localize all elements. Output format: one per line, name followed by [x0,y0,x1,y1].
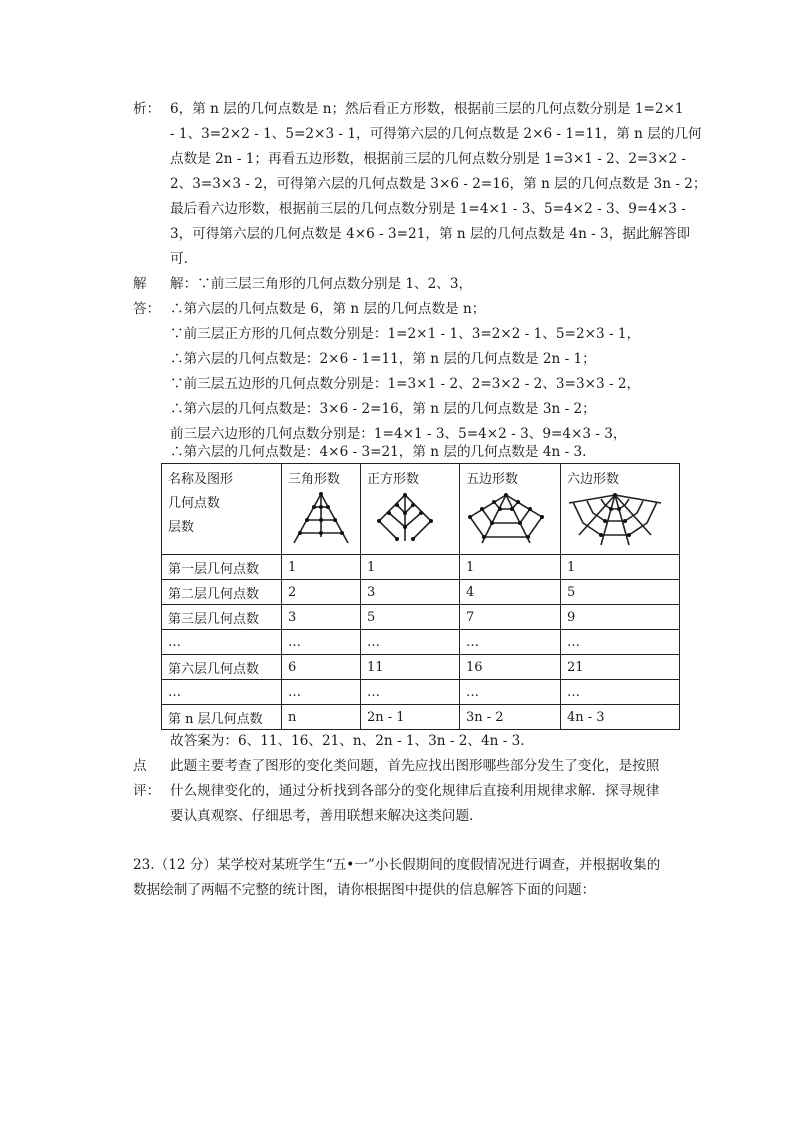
row-label-cell: 第三层几何点数 [162,605,282,630]
header-hexagon-cell [561,464,680,555]
table-cell: … [282,630,361,655]
answer-line: 故答案为：6、11、16、21、n、2n - 1、3n - 2、4n - 3. [170,733,525,749]
table-row [162,705,680,730]
analysis-line-4: 2、3=3×3 - 2，可得第六层的几何点数是 3×6 - 2=16，第 n 层的几何点数是 3n - 2； [170,176,707,192]
table-cell: 5 [361,605,460,630]
question-23-line-2: 数据绘制了两幅不完整的统计图，请你根据图中提供的信息解答下面的问题： [133,882,596,898]
table-cell: … [282,680,361,705]
analysis-tag: 析： [133,101,161,117]
table-row [162,605,680,630]
comment-line-2: 什么规律变化的，通过分析找到各部分的变化规律后直接利用规律求解．探寻规律 [170,783,660,799]
hexagon-column-title: 六边形数 [567,472,620,487]
analysis-line-6: 3，可得第六层的几何点数是 4×6 - 3=21，第 n 层的几何点数是 4n - 3，据此解答即 [170,226,691,242]
row-label-cell: 第二层几何点数 [162,580,282,605]
square-figure [367,491,443,547]
pentagon-column-title: 五边形数 [466,472,519,487]
triangle-figure [288,491,354,547]
solution-tag-top: 解 [133,276,147,292]
pentagon-figure [466,491,546,547]
solution-line-1: 解：∵前三层三角形的几何点数分别是 1、2、3， [170,276,473,292]
table-cell: … [460,630,561,655]
table-cell: 11 [361,655,460,680]
analysis-line-3: 点数是 2n - 1；再看五边形数，根据前三层的几何点数分别是 1=3×1 - 2、2=3×2 - [170,151,687,167]
comment-tag-bottom: 评： [133,783,161,799]
table-cell: 16 [460,655,561,680]
table-cell: 1 [361,555,460,580]
header-layer-label: 层数 [168,520,195,535]
table-cell: 4 [460,580,561,605]
header-name-label: 名称及图形 [168,472,234,487]
comment-line-3: 要认真观察、仔细思考，善用联想来解决这类问题. [170,808,474,824]
solution-line-3: ∵前三层正方形的几何点数分别是：1=2×1 - 1、3=2×2 - 1、5=2×3 - 1， [170,326,641,342]
header-left-cell [162,464,282,555]
pattern-table [161,463,680,730]
solution-line-4: ∴第六层的几何点数是：2×6 - 1=11，第 n 层的几何点数是 2n - 1； [170,351,596,367]
row-label-cell: 第六层几何点数 [162,655,282,680]
table-cell: 4n - 3 [561,705,680,730]
header-square-cell [361,464,460,555]
header-triangle-cell [282,464,361,555]
table-cell: 21 [561,655,680,680]
row-label-cell: … [162,630,282,655]
analysis-line-5: 最后看六边形数，根据前三层的几何点数分别是 1=4×1 - 3、5=4×2 - 3、9=4×3 - [170,201,686,217]
solution-line-8: ∴第六层的几何点数是：4×6 - 3=21，第 n 层的几何点数是 4n - 3. [170,444,587,460]
table-row [162,580,680,605]
solution-line-2: ∴第六层的几何点数是 6，第 n 层的几何点数是 n； [170,301,486,317]
analysis-line-2: - 1、3=2×2 - 1、5=2×3 - 1，可得第六层的几何点数是 2×6 - 1=11，第 n 层的几何 [170,126,702,142]
table-cell: … [561,630,680,655]
table-row [162,680,680,705]
table-cell: … [361,630,460,655]
table-cell: 5 [561,580,680,605]
row-label-cell: … [162,680,282,705]
table-cell: 2 [282,580,361,605]
table-cell: 3 [361,580,460,605]
table-cell: 1 [460,555,561,580]
table-row [162,655,680,680]
row-label-cell: 第一层几何点数 [162,555,282,580]
table-cell: 3 [282,605,361,630]
table-cell: … [561,680,680,705]
table-cell: n [282,705,361,730]
solution-line-5: ∵前三层五边形的几何点数分别是：1=3×1 - 2、2=3×2 - 2、3=3×3 - 2， [170,376,641,392]
header-pentagon-cell [460,464,561,555]
table-row [162,630,680,655]
hexagon-figure [567,491,663,547]
table-cell: … [361,680,460,705]
table-cell: 2n - 1 [361,705,460,730]
table-cell: … [460,680,561,705]
triangle-column-title: 三角形数 [288,472,341,487]
comment-tag-top: 点 [133,758,147,774]
header-count-label: 几何点数 [168,496,221,511]
table-cell: 7 [460,605,561,630]
table-cell: 3n - 2 [460,705,561,730]
table-cell: 9 [561,605,680,630]
table-cell: 1 [282,555,361,580]
square-column-title: 正方形数 [367,472,420,487]
solution-line-7: 前三层六边形的几何点数分别是：1=4×1 - 3、5=4×2 - 3、9=4×3 - 3， [170,426,627,442]
table-cell: 1 [561,555,680,580]
table-header-row [162,464,680,555]
table-cell: 6 [282,655,361,680]
solution-line-6: ∴第六层的几何点数是：3×6 - 2=16，第 n 层的几何点数是 3n - 2； [170,401,596,417]
analysis-line-7: 可. [170,251,188,267]
question-23-line-1: 23.（12 分）某学校对某班学生“五•一”小长假期间的度假情况进行调查，并根据收集的 [133,857,661,873]
table-row [162,555,680,580]
row-label-cell: 第 n 层几何点数 [162,705,282,730]
solution-tag-bottom: 答： [133,301,161,317]
comment-line-1: 此题主要考查了图形的变化类问题，首先应找出图形哪些部分发生了变化，是按照 [170,758,660,774]
analysis-line-1: 6，第 n 层的几何点数是 n；然后看正方形数，根据前三层的几何点数分别是 1=2×1 [170,101,684,117]
